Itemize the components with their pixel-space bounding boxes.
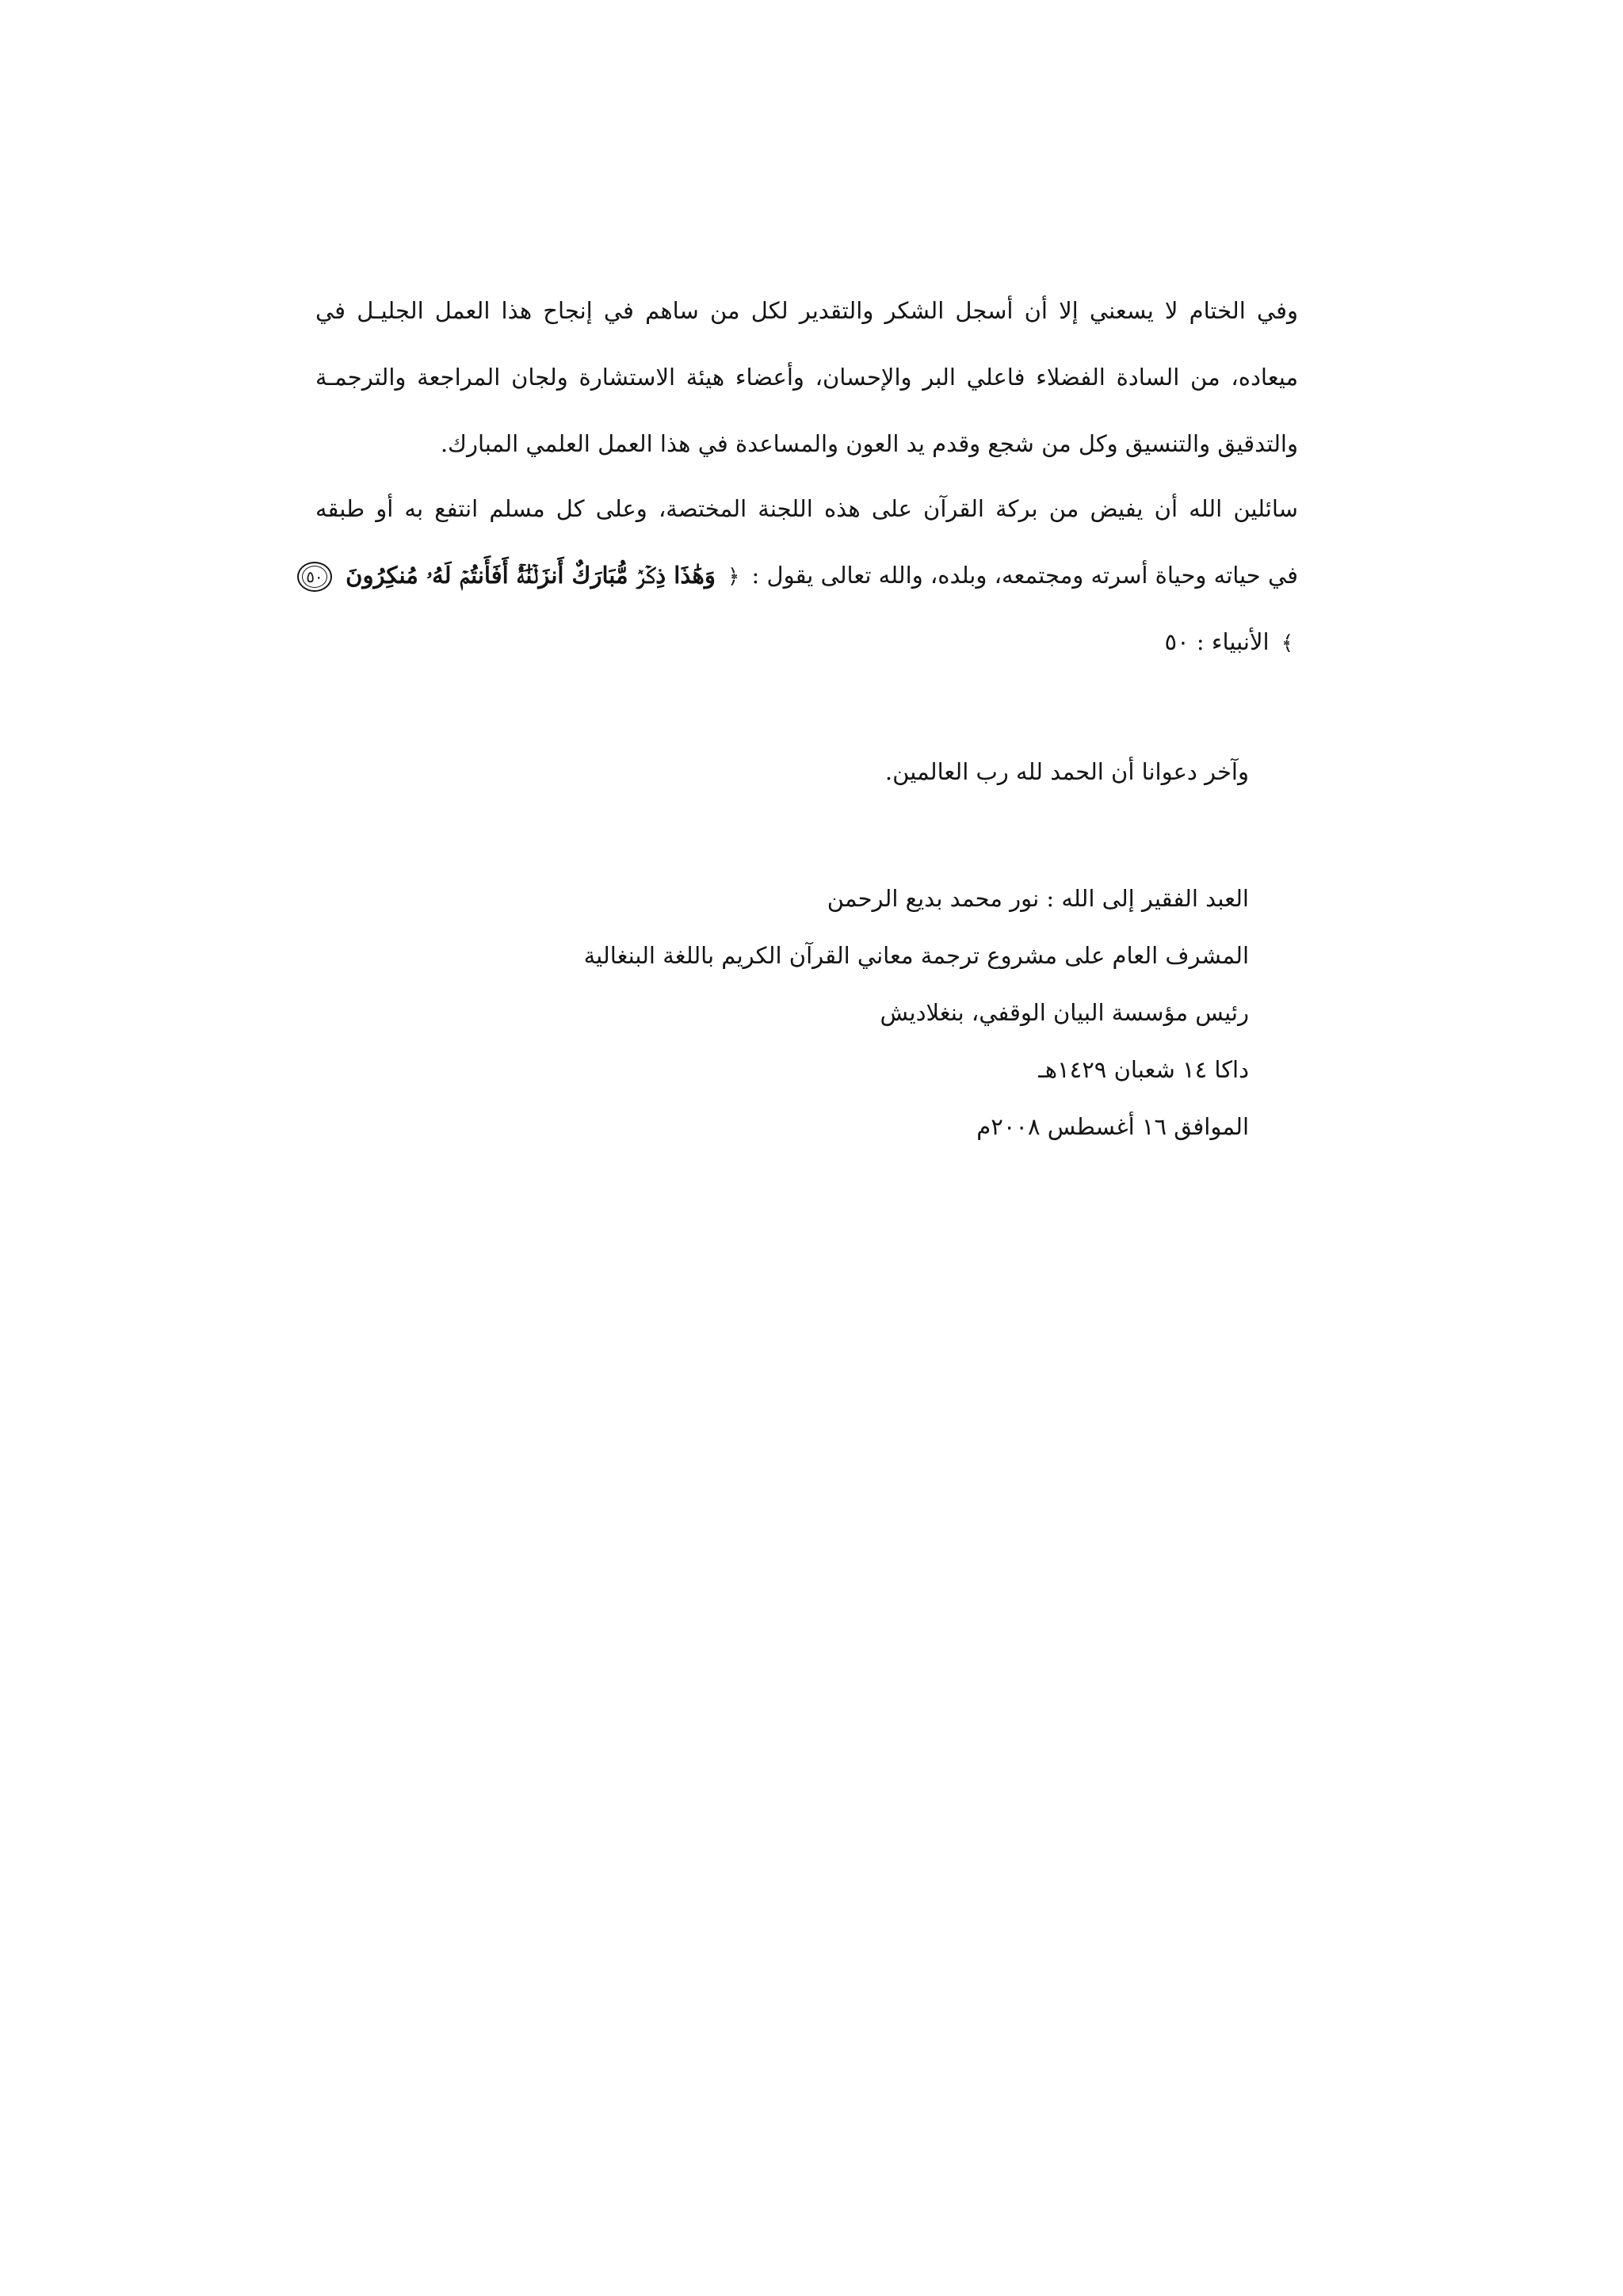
closing-line: وآخر دعوانا أن الحمد لله رب العالمين.: [884, 758, 1249, 785]
signature-date-gregorian: الموافق ١٦ أغسطس ٢٠٠٨م: [976, 1113, 1249, 1140]
paragraph-1-line-2: ميعاده، من السادة الفضلاء فاعلي البر والإحسان، وأعضاء هيئة الاستشارة ولجان المراجعة والترجمـة: [315, 364, 1298, 391]
quran-close-bracket: ﴾: [1281, 631, 1293, 655]
paragraph-1-line-1: وفي الختام لا يسعني إلا أن أسجل الشكر والتقدير لكل من ساهم في إنجاح هذا العمل الجليـل في: [315, 297, 1298, 324]
ayah-number-marker: ٥٠: [297, 562, 332, 592]
signature-date-hijri: داكا ١٤ شعبان ١٤٢٩هـ: [1038, 1056, 1249, 1083]
paragraph-1-line-3: والتدقيق والتنسيق وكل من شجع وقدم يد العون والمساعدة في هذا العمل العلمي المبارك.: [440, 430, 1298, 457]
quran-verse: وَهَٰذَا ذِكۡرٞ مُّبَارَكٌ أَنزَلۡنَٰهُۚ أَفَأَنتُمۡ لَهُۥ مُنكِرُونَ: [346, 562, 716, 589]
verse-reference: الأنبياء : ٥٠: [1164, 628, 1270, 655]
quran-open-bracket: ﴿: [727, 565, 740, 589]
paragraph-2-line-1: سائلين الله أن يفيض من بركة القرآن على هذه اللجنة المختصة، وعلى كل مسلم انتفع به أو طبقه: [315, 495, 1298, 522]
signature-name: العبد الفقير إلى الله : نور محمد بديع الرحمن: [827, 885, 1249, 912]
paragraph-2-line-2: [306, 559, 1298, 591]
paragraph-2-line-3: [1165, 626, 1298, 658]
signature-organization: رئيس مؤسسة البيان الوقفي، بنغلاديش: [880, 999, 1249, 1026]
paragraph-2-line-2-text: في حياته وحياة أسرته ومجتمعه، وبلده، والله تعالى يقول :: [751, 562, 1298, 589]
signature-title: المشرف العام على مشروع ترجمة معاني القرآن الكريم باللغة البنغالية: [583, 942, 1249, 969]
